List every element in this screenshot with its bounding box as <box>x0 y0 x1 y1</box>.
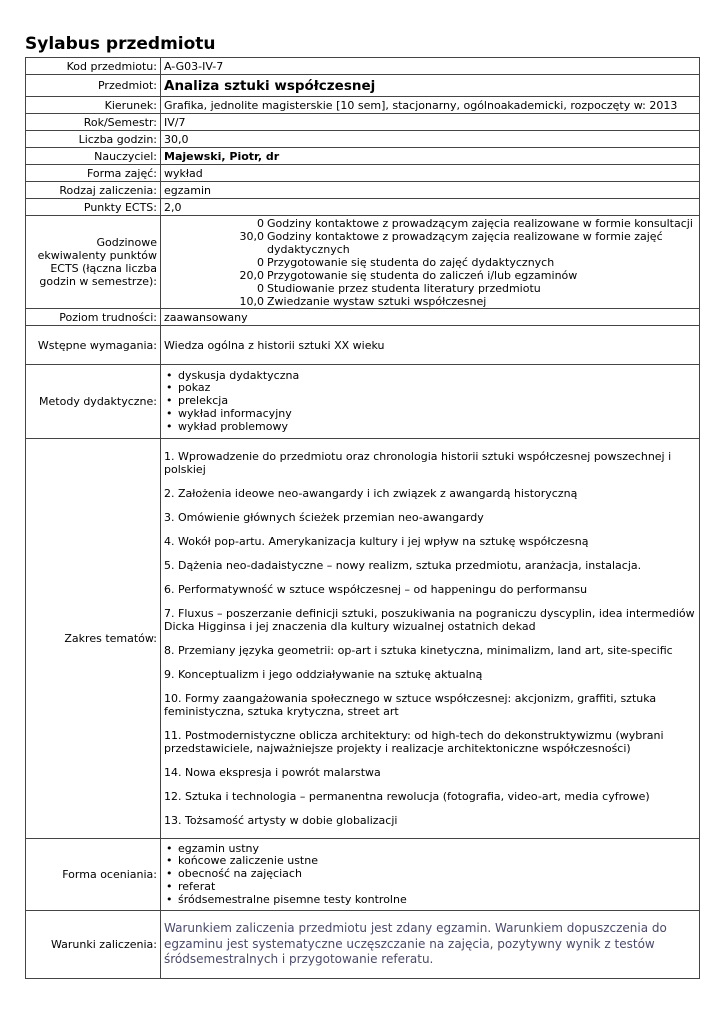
hour-equiv-item <box>164 295 696 308</box>
list-item: • wykład informacyjny <box>164 408 696 421</box>
topic-item: 4. Wokół pop-artu. Amerykanizacja kultury i jej wpływ na sztukę współczesną <box>164 535 589 548</box>
syllabus-table <box>25 57 700 979</box>
direction-label: Kierunek: <box>26 97 161 114</box>
hour-equiv-hours: 0 <box>257 216 264 230</box>
page-title: Sylabus przedmiotu <box>25 34 216 54</box>
grading-cell <box>161 839 700 911</box>
conditions-label: Warunki zaliczenia: <box>26 911 161 979</box>
hour-equiv-hours: 0 <box>257 281 264 295</box>
year-semester-label: Rok/Semestr: <box>26 114 161 131</box>
list-item: • wykład problemowy <box>164 421 696 434</box>
prerequisites-label: Wstępne wymagania: <box>26 326 161 365</box>
subject-value: Analiza sztuki współczesnej <box>161 75 700 97</box>
list-item: • egzamin ustny <box>164 843 696 856</box>
list-item: • dyskusja dydaktyczna <box>164 370 696 383</box>
topic-item: 12. Sztuka i technologia – permanentna rewolucja (fotografia, video-art, media cyfrowe) <box>164 790 650 803</box>
row-year-semester <box>26 114 700 131</box>
hours-value: 30,0 <box>161 131 700 148</box>
hour-equiv-hours: 0 <box>257 255 264 269</box>
hour-equiv-item <box>164 217 696 230</box>
hour-equiv-item <box>164 269 696 282</box>
row-conditions <box>26 911 700 979</box>
year-semester-value: IV/7 <box>161 114 700 131</box>
course-code-value: A-G03-IV-7 <box>161 58 700 75</box>
credit-type-value: egzamin <box>161 182 700 199</box>
row-hours <box>26 131 700 148</box>
credit-type-label: Rodzaj zaliczenia: <box>26 182 161 199</box>
row-difficulty <box>26 309 700 326</box>
prerequisites-value: Wiedza ogólna z historii sztuki XX wieku <box>161 326 700 365</box>
topic-item: 14. Nowa ekspresja i powrót malarstwa <box>164 766 381 779</box>
topics-cell <box>161 439 700 839</box>
row-subject <box>26 75 700 97</box>
row-teacher <box>26 148 700 165</box>
methods-cell <box>161 365 700 439</box>
row-course-code <box>26 58 700 75</box>
ects-value: 2,0 <box>161 199 700 216</box>
hour-equiv-hours: 20,0 <box>239 268 264 282</box>
row-topics <box>26 439 700 839</box>
methods-list <box>164 370 696 434</box>
topic-item: 11. Postmodernistyczne oblicza architektury: od high-tech do dekonstruktywizmu (wybrani przedstawiciele, najważniejsze projekty i realizacje architektoniczne współczesności) <box>164 729 664 755</box>
hour-equiv-item <box>164 282 696 295</box>
hour-equiv-text: Godziny kontaktowe z prowadzącym zajęcia realizowane w formie zajęć dydaktycznych <box>267 229 663 256</box>
list-item: • prelekcja <box>164 395 696 408</box>
difficulty-label: Poziom trudności: <box>26 309 161 326</box>
class-form-value: wykład <box>161 165 700 182</box>
topic-item: 3. Omówienie głównych ścieżek przemian neo-awangardy <box>164 511 484 524</box>
row-credit-type <box>26 182 700 199</box>
row-grading <box>26 839 700 911</box>
hours-label: Liczba godzin: <box>26 131 161 148</box>
topic-item: 6. Performatywność w sztuce współczesnej – od happeningu do performansu <box>164 583 588 596</box>
row-class-form <box>26 165 700 182</box>
conditions-value: Warunkiem zaliczenia przedmiotu jest zdany egzamin. Warunkiem dopuszczenia do egzaminu jest systematyczne uczęszczanie na zajęcia, pozytywny wynik z testów śródsemestralnych i przygotowanie referatu. <box>161 911 700 979</box>
row-prerequisites <box>26 326 700 365</box>
list-item: • śródsemestralne pisemne testy kontrolne <box>164 894 696 907</box>
hour-equiv-list <box>161 216 700 309</box>
hour-equiv-text: Przygotowanie się studenta do zajęć dydaktycznych <box>267 255 555 269</box>
topic-item: 1. Wprowadzenie do przedmiotu oraz chronologia historii sztuki współczesnej powszechnej i polskiej <box>164 450 672 476</box>
subject-label: Przedmiot: <box>26 75 161 97</box>
row-direction <box>26 97 700 114</box>
topic-item: 7. Fluxus – poszerzanie definicji sztuki, poszukiwania na pograniczu dyscyplin, idea intermediów Dicka Higginsa i jej znaczenia dla kultury wizualnej ostatnich dekad <box>164 607 695 633</box>
row-hour-equivalents <box>26 216 700 309</box>
row-ects <box>26 199 700 216</box>
direction-value: Grafika, jednolite magisterskie [10 sem], stacjonarny, ogólnoakademicki, rozpoczęty w: 2013 <box>161 97 700 114</box>
teacher-value: Majewski, Piotr, dr <box>161 148 700 165</box>
hour-equiv-label: Godzinowe ekwiwalenty punktów ECTS (łączna liczba godzin w semestrze): <box>26 216 161 309</box>
teacher-label: Nauczyciel: <box>26 148 161 165</box>
topics-label: Zakres tematów: <box>26 439 161 839</box>
hour-equiv-text: Godziny kontaktowe z prowadzącym zajęcia realizowane w formie konsultacji <box>267 216 693 230</box>
topic-item: 2. Założenia ideowe neo-awangardy i ich związek z awangardą historyczną <box>164 487 578 500</box>
ects-label: Punkty ECTS: <box>26 199 161 216</box>
list-item: • obecność na zajęciach <box>164 868 696 881</box>
hour-equiv-item <box>164 230 696 256</box>
hour-equiv-hours: 10,0 <box>239 294 264 308</box>
difficulty-value: zaawansowany <box>161 309 700 326</box>
hour-equiv-item <box>164 256 696 269</box>
methods-label: Metody dydaktyczne: <box>26 365 161 439</box>
topic-item: 9. Konceptualizm i jego oddziaływanie na sztukę aktualną <box>164 668 483 681</box>
list-item: • końcowe zaliczenie ustne <box>164 855 696 868</box>
hour-equiv-text: Studiowanie przez studenta literatury przedmiotu <box>267 281 541 295</box>
grading-label: Forma oceniania: <box>26 839 161 911</box>
topic-item: 10. Formy zaangażowania społecznego w sztuce współczesnej: akcjonizm, graffiti, sztuka feministyczna, sztuka krytyczna, street art <box>164 692 657 718</box>
hour-equiv-text: Przygotowanie się studenta do zaliczeń i/lub egzaminów <box>267 268 578 282</box>
class-form-label: Forma zajęć: <box>26 165 161 182</box>
hour-equiv-hours: 30,0 <box>239 229 264 243</box>
course-code-label: Kod przedmiotu: <box>26 58 161 75</box>
hour-equiv-text: Zwiedzanie wystaw sztuki współczesnej <box>267 294 487 308</box>
list-item: • pokaz <box>164 382 696 395</box>
list-item: • referat <box>164 881 696 894</box>
grading-list <box>164 843 696 907</box>
topic-item: 8. Przemiany języka geometrii: op-art i sztuka kinetyczna, minimalizm, land art, site-specific <box>164 644 673 657</box>
topic-item: 13. Tożsamość artysty w dobie globalizacji <box>164 814 398 827</box>
topic-item: 5. Dążenia neo-dadaistyczne – nowy realizm, sztuka przedmiotu, aranżacja, instalacja. <box>164 559 642 572</box>
row-methods <box>26 365 700 439</box>
